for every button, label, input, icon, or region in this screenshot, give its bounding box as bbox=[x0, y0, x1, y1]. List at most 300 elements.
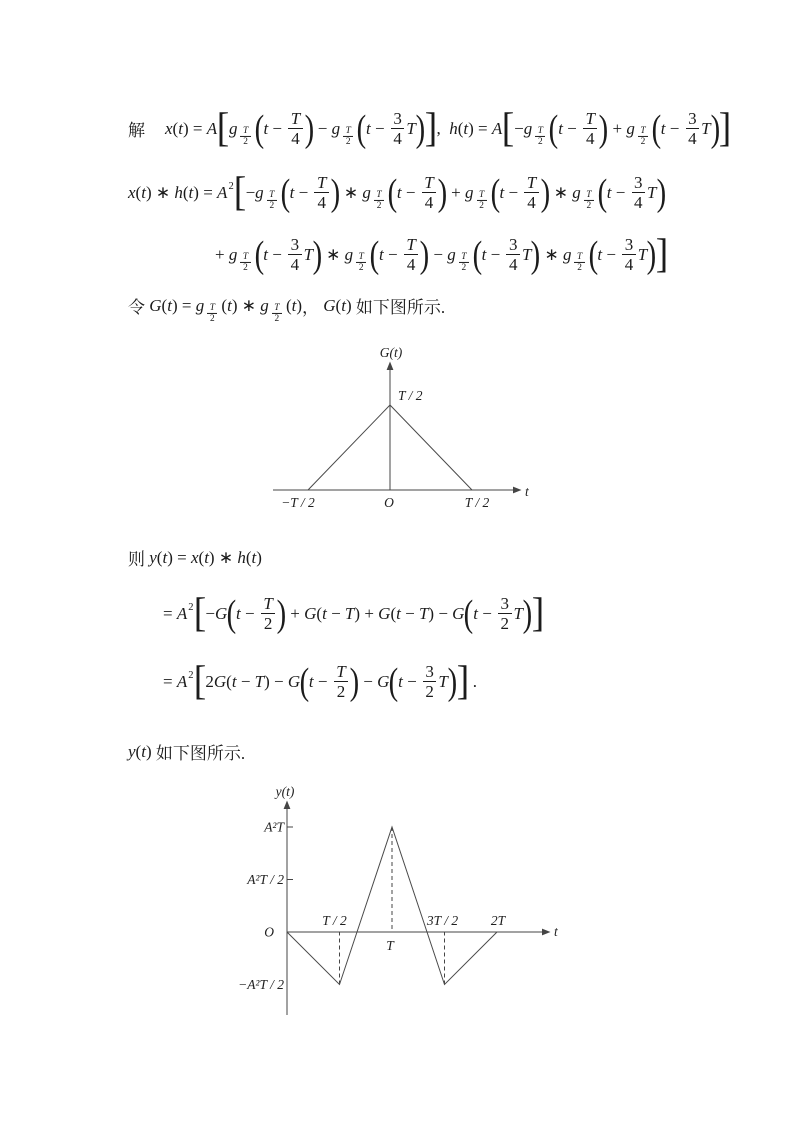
fraction bbox=[343, 126, 353, 148]
math-text: 3 bbox=[290, 235, 300, 255]
math-text: t − bbox=[308, 671, 328, 691]
equation-line-5 bbox=[128, 545, 262, 570]
g-base: g bbox=[331, 118, 341, 138]
g-base: g bbox=[572, 182, 581, 202]
denominator bbox=[374, 201, 384, 211]
fraction bbox=[267, 190, 277, 212]
fence-body bbox=[215, 235, 656, 274]
math-text: 4 bbox=[393, 129, 402, 149]
cjk-text: 令 bbox=[128, 298, 150, 317]
g-base: g bbox=[255, 182, 264, 202]
fraction bbox=[524, 173, 538, 212]
axis-title: G(t) bbox=[379, 345, 403, 360]
math-text: T bbox=[269, 189, 275, 200]
g-subscript bbox=[636, 126, 650, 148]
fence-body bbox=[290, 173, 331, 212]
numerator bbox=[524, 173, 538, 192]
close-paren: ) bbox=[419, 233, 430, 276]
math-text: T bbox=[701, 118, 711, 138]
fraction bbox=[261, 594, 275, 633]
numerator bbox=[267, 190, 277, 200]
denominator bbox=[622, 255, 636, 274]
paren-group bbox=[255, 109, 314, 148]
math-text: T bbox=[316, 173, 327, 193]
denominator bbox=[241, 137, 251, 147]
gate-symbol bbox=[344, 244, 370, 274]
math-text: T bbox=[274, 302, 280, 313]
math-text: 4 bbox=[624, 255, 634, 275]
denominator bbox=[272, 314, 282, 324]
g-subscript bbox=[572, 252, 586, 274]
math-row bbox=[128, 545, 262, 570]
close-paren: ) bbox=[415, 107, 425, 150]
numerator bbox=[240, 252, 250, 262]
math-text: 3 bbox=[508, 235, 518, 255]
open-paren: ( bbox=[280, 171, 291, 214]
numerator bbox=[422, 173, 436, 192]
x-axis-arrow-icon bbox=[513, 487, 522, 494]
numerator bbox=[343, 126, 353, 136]
gate-symbol bbox=[195, 295, 221, 324]
open-bracket: [ bbox=[193, 590, 206, 636]
math-text: t − bbox=[473, 603, 492, 623]
paren-group bbox=[389, 662, 456, 701]
numerator bbox=[423, 662, 437, 681]
fence-body bbox=[366, 109, 416, 148]
math-text: T bbox=[263, 594, 273, 614]
math-text: T bbox=[438, 671, 448, 691]
cjk-text: 如下图所示. bbox=[355, 298, 446, 317]
math-text: t − bbox=[366, 118, 385, 138]
close-paren: ) bbox=[540, 171, 550, 214]
numerator bbox=[498, 594, 512, 613]
close-paren: ) bbox=[531, 233, 541, 276]
math-text: 2 bbox=[538, 137, 543, 148]
math-text: ∗ bbox=[553, 182, 569, 202]
math-text: t − bbox=[398, 671, 417, 691]
math-text: 2 bbox=[188, 602, 194, 614]
fraction bbox=[574, 252, 584, 274]
fraction bbox=[288, 235, 302, 274]
denominator bbox=[267, 201, 277, 211]
denominator bbox=[459, 263, 469, 273]
math-text: 3 bbox=[634, 173, 643, 193]
numerator bbox=[632, 173, 646, 192]
math-text: 3 bbox=[624, 235, 634, 255]
g-subscript bbox=[533, 126, 547, 148]
denominator bbox=[536, 137, 546, 147]
cjk-text: ， bbox=[302, 298, 320, 317]
math-text: A bbox=[176, 671, 188, 691]
x-tick-label: −T / 2 bbox=[281, 495, 315, 510]
numerator bbox=[207, 302, 217, 312]
math-text: T bbox=[586, 189, 592, 200]
paren-group bbox=[652, 109, 719, 148]
numerator bbox=[583, 109, 597, 128]
math-text: t − bbox=[558, 118, 577, 138]
math-text: T bbox=[303, 244, 314, 264]
denominator bbox=[686, 129, 700, 148]
numerator bbox=[334, 662, 348, 681]
math-text: 2 bbox=[376, 201, 382, 212]
g-subscript bbox=[205, 302, 219, 324]
fraction bbox=[374, 190, 384, 212]
paren-group bbox=[589, 235, 656, 274]
denominator bbox=[638, 137, 648, 147]
math-row bbox=[163, 658, 478, 704]
denominator bbox=[404, 255, 418, 274]
denominator bbox=[241, 263, 251, 273]
gate-symbol bbox=[331, 118, 357, 148]
math-text: T bbox=[358, 251, 364, 262]
close-bracket: ] bbox=[456, 658, 469, 704]
g-base: g bbox=[562, 244, 572, 264]
math-text: 4 bbox=[406, 255, 416, 275]
math-text: − G bbox=[363, 671, 390, 691]
math-text: A bbox=[217, 182, 228, 202]
numerator bbox=[477, 190, 487, 200]
close-paren: ) bbox=[304, 107, 314, 150]
math-text: 4 bbox=[688, 129, 697, 149]
x-tick-label: 2T bbox=[490, 913, 506, 928]
fraction bbox=[272, 302, 282, 324]
math-text: T bbox=[406, 235, 416, 255]
equation-line-1 bbox=[128, 105, 732, 151]
math-text: 3 bbox=[425, 662, 434, 682]
gate-symbol bbox=[562, 244, 588, 274]
g-t-chart bbox=[245, 340, 545, 535]
math-text: T bbox=[576, 251, 583, 262]
math-text: 3 bbox=[688, 109, 697, 129]
open-paren: ( bbox=[597, 171, 608, 214]
fence-body bbox=[263, 109, 304, 148]
fence-body bbox=[379, 235, 420, 274]
math-text: A bbox=[176, 603, 188, 623]
close-paren: ) bbox=[522, 592, 533, 635]
open-paren: ( bbox=[226, 592, 237, 635]
gate-symbol bbox=[572, 182, 597, 212]
math-text: T bbox=[345, 125, 351, 136]
math-text: t − bbox=[236, 603, 255, 623]
numerator bbox=[535, 126, 545, 136]
denominator bbox=[498, 614, 512, 633]
x-tick-label: O bbox=[384, 495, 394, 510]
peak-value-label: T / 2 bbox=[398, 388, 423, 403]
cjk-text: 如下图所示. bbox=[155, 744, 246, 763]
denominator bbox=[575, 263, 585, 273]
x-tick-label: T / 2 bbox=[322, 913, 347, 928]
denominator bbox=[584, 201, 594, 211]
math-text: 4 bbox=[527, 193, 536, 213]
math-text: t − bbox=[660, 118, 680, 138]
math-text: T bbox=[242, 125, 249, 136]
math-text: − bbox=[245, 182, 256, 202]
math-text: 2 bbox=[188, 670, 194, 682]
close-paren: ) bbox=[656, 171, 666, 214]
math-text: 2 bbox=[345, 137, 351, 148]
math-text: 4 bbox=[291, 129, 300, 149]
cjk-text: 解 bbox=[128, 121, 145, 141]
math-text: (t) bbox=[285, 295, 303, 315]
math-text: = bbox=[163, 603, 173, 623]
g-subscript bbox=[341, 126, 355, 148]
math-text: 4 bbox=[586, 129, 595, 149]
denominator bbox=[584, 129, 598, 148]
fence-body bbox=[514, 109, 719, 148]
fence-body bbox=[309, 662, 350, 701]
fence-body bbox=[482, 235, 532, 274]
math-text: t − bbox=[396, 182, 416, 202]
y-t-chart bbox=[230, 775, 575, 1025]
numerator bbox=[272, 302, 282, 312]
math-row bbox=[128, 169, 666, 215]
fraction bbox=[240, 252, 250, 274]
bracket-group bbox=[233, 169, 666, 215]
math-text: 4 bbox=[634, 193, 643, 213]
math-text: T bbox=[585, 109, 595, 129]
math-text: x(t) ∗ h(t) = bbox=[128, 182, 213, 202]
math-text: G(t) = bbox=[149, 295, 192, 315]
math-text: 2 bbox=[577, 263, 582, 274]
math-text: T bbox=[424, 173, 434, 193]
x-tick-label: T / 2 bbox=[464, 495, 490, 510]
superscripted bbox=[177, 672, 194, 692]
math-text: 2 bbox=[358, 263, 364, 274]
denominator bbox=[334, 682, 348, 701]
paren-group bbox=[388, 173, 447, 212]
math-text: t − bbox=[379, 244, 398, 264]
numerator bbox=[261, 594, 275, 613]
paren-group bbox=[281, 173, 340, 212]
numerator bbox=[584, 190, 594, 200]
fraction bbox=[477, 190, 487, 212]
paren-group bbox=[370, 235, 429, 274]
g-base: g bbox=[465, 182, 474, 202]
math-text: y(t) = x(t) ∗ h(t) bbox=[149, 547, 262, 567]
math-row bbox=[163, 590, 544, 636]
close-paren: ) bbox=[710, 107, 720, 150]
y-axis-arrow-icon bbox=[284, 801, 291, 810]
bracket-group bbox=[215, 231, 669, 277]
g-subscript bbox=[582, 190, 596, 212]
math-text: T bbox=[637, 244, 648, 264]
math-text: + bbox=[215, 244, 225, 264]
x-tick-label: 3T / 2 bbox=[426, 913, 459, 928]
math-text: 2 bbox=[274, 313, 280, 324]
open-paren: ( bbox=[369, 233, 380, 276]
math-text: T bbox=[479, 189, 485, 200]
fraction bbox=[404, 235, 418, 274]
denominator bbox=[261, 614, 275, 633]
paren-group bbox=[255, 235, 322, 274]
math-text: t − bbox=[481, 244, 501, 264]
chart-svg-0 bbox=[245, 340, 545, 530]
math-text: T bbox=[376, 189, 382, 200]
close-paren: ) bbox=[312, 233, 323, 276]
g-subscript bbox=[475, 190, 489, 212]
numerator bbox=[374, 190, 384, 200]
numerator bbox=[638, 126, 648, 136]
gate-symbol bbox=[228, 244, 254, 274]
gate-symbol bbox=[228, 118, 254, 148]
fraction bbox=[632, 173, 646, 212]
math-text: 2 bbox=[243, 263, 248, 274]
numerator bbox=[288, 235, 302, 254]
numerator bbox=[391, 109, 405, 128]
math-text: 2 bbox=[425, 682, 434, 702]
fence-body bbox=[499, 173, 540, 212]
x-tick-label: T bbox=[386, 938, 394, 953]
math-text: t − bbox=[289, 182, 309, 202]
bracket-group bbox=[216, 105, 437, 151]
close-bracket: ] bbox=[719, 105, 732, 151]
math-text: 3 bbox=[393, 109, 402, 129]
g-base: g bbox=[195, 295, 205, 315]
fence-body bbox=[397, 173, 438, 212]
close-paren: ) bbox=[447, 660, 458, 703]
axis-title: y(t) bbox=[275, 784, 295, 799]
numerator bbox=[240, 126, 250, 136]
paren-group bbox=[300, 662, 359, 701]
fence-body bbox=[246, 173, 666, 212]
math-text: 2 bbox=[269, 201, 275, 212]
g-subscript bbox=[238, 252, 252, 274]
math-text: + G(t − T) + G(t − T) − G bbox=[290, 603, 465, 623]
g-base: g bbox=[447, 244, 456, 264]
fence-body bbox=[205, 594, 531, 633]
open-paren: ( bbox=[387, 171, 398, 214]
close-bracket: ] bbox=[424, 105, 437, 151]
fraction bbox=[391, 109, 405, 148]
fence-body bbox=[263, 235, 313, 274]
gate-symbol bbox=[362, 182, 387, 212]
g-subscript bbox=[372, 190, 386, 212]
close-paren: ) bbox=[437, 171, 448, 214]
math-text: 2 bbox=[640, 137, 646, 148]
math-text: t − bbox=[597, 244, 616, 264]
denominator bbox=[288, 255, 302, 274]
fraction bbox=[207, 302, 217, 324]
math-text: 2 bbox=[263, 614, 273, 634]
math-text: T bbox=[461, 251, 467, 262]
math-text: 3 bbox=[500, 594, 510, 614]
math-text: + bbox=[451, 182, 461, 202]
math-text: t − bbox=[499, 182, 519, 202]
denominator bbox=[525, 193, 539, 212]
math-text: ∗ bbox=[326, 244, 341, 264]
math-text: 2 bbox=[336, 682, 346, 702]
g-base: g bbox=[523, 118, 533, 138]
math-text: T bbox=[336, 662, 346, 682]
equation-line-4 bbox=[128, 293, 446, 324]
y-tick-label: −A²T / 2 bbox=[238, 977, 284, 992]
denominator bbox=[289, 129, 303, 148]
math-text: ∗ bbox=[343, 182, 359, 202]
fraction bbox=[356, 252, 366, 274]
open-paren: ( bbox=[472, 233, 483, 276]
fraction bbox=[583, 109, 597, 148]
fence-body bbox=[229, 109, 425, 148]
gate-symbol bbox=[255, 182, 280, 212]
fraction bbox=[535, 126, 545, 148]
open-paren: ( bbox=[588, 233, 598, 276]
x-axis-label: t bbox=[554, 924, 558, 939]
equation-line-3 bbox=[215, 231, 669, 277]
numerator bbox=[314, 173, 328, 192]
numerator bbox=[288, 109, 302, 128]
open-paren: ( bbox=[356, 107, 367, 150]
math-row bbox=[128, 293, 446, 324]
bracket-group bbox=[193, 658, 469, 704]
numerator bbox=[506, 235, 520, 254]
paren-group bbox=[464, 594, 531, 633]
denominator bbox=[391, 129, 405, 148]
fraction bbox=[423, 662, 437, 701]
math-text: (t) ∗ bbox=[221, 295, 256, 315]
fraction bbox=[584, 190, 594, 212]
math-text: t − bbox=[263, 118, 283, 138]
g-subscript bbox=[265, 190, 279, 212]
fraction bbox=[506, 235, 520, 274]
math-text: − bbox=[317, 118, 328, 138]
g-subscript bbox=[270, 302, 284, 324]
equation-line-6 bbox=[163, 590, 544, 636]
fraction bbox=[314, 173, 328, 212]
y-tick-label: O bbox=[264, 924, 274, 940]
g-base: g bbox=[228, 118, 238, 138]
math-text: 4 bbox=[290, 255, 300, 275]
math-text: 4 bbox=[424, 193, 434, 213]
paren-group bbox=[598, 173, 665, 212]
open-bracket: [ bbox=[501, 105, 515, 151]
equation-line-8 bbox=[128, 739, 245, 764]
numerator bbox=[404, 235, 418, 254]
fraction bbox=[288, 109, 302, 148]
open-bracket: [ bbox=[233, 169, 246, 215]
open-paren: ( bbox=[549, 107, 559, 150]
math-text: T bbox=[521, 244, 532, 264]
math-text: 2 bbox=[586, 201, 592, 212]
fence-body bbox=[398, 662, 448, 701]
paren-group bbox=[227, 594, 286, 633]
fence-body bbox=[558, 109, 599, 148]
gate-symbol bbox=[260, 295, 285, 324]
math-row bbox=[215, 231, 669, 277]
math-text: 2 bbox=[228, 181, 234, 193]
fence-body bbox=[661, 109, 711, 148]
denominator bbox=[207, 314, 217, 324]
math-text: 2 bbox=[479, 201, 484, 212]
math-text: 2 bbox=[500, 614, 510, 634]
fraction bbox=[498, 594, 512, 633]
g-base: g bbox=[260, 295, 269, 315]
equation-line-2 bbox=[128, 169, 666, 215]
math-text: T bbox=[209, 302, 215, 313]
denominator bbox=[356, 263, 366, 273]
math-text: 2 bbox=[461, 263, 467, 274]
g-subscript bbox=[238, 126, 252, 148]
denominator bbox=[632, 193, 646, 212]
x-axis-label: t bbox=[525, 484, 529, 499]
math-row bbox=[128, 739, 245, 764]
close-bracket: ] bbox=[655, 231, 669, 277]
fence-body bbox=[205, 662, 456, 701]
math-text: 2 bbox=[209, 313, 215, 324]
superscripted bbox=[217, 183, 234, 203]
math-text: + bbox=[612, 118, 623, 138]
math-text: 4 bbox=[508, 255, 518, 275]
math-text: = bbox=[163, 671, 173, 691]
